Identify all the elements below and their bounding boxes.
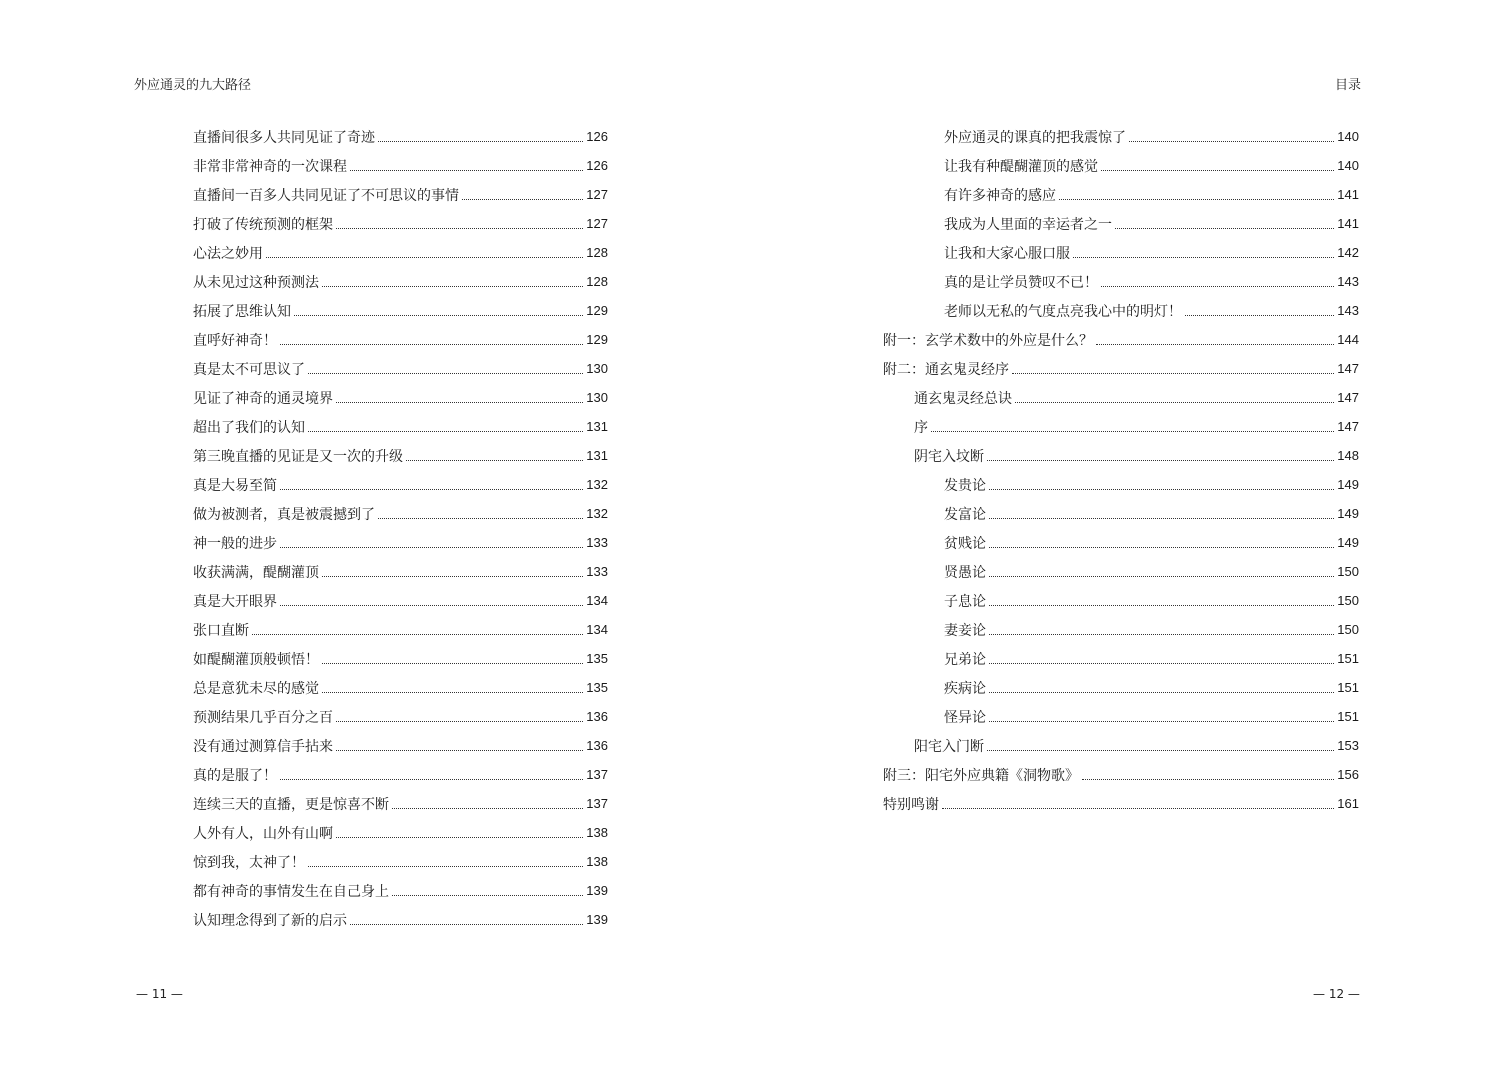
toc-entry[interactable] [193,151,608,180]
toc-entry-title: 直播间很多人共同见证了奇迹 [193,129,375,146]
toc-entry[interactable] [883,209,1359,238]
toc-entry-page-number: 141 [1337,187,1359,202]
toc-entry[interactable] [193,122,608,151]
toc-entry[interactable] [193,325,608,354]
toc-entry[interactable] [883,180,1359,209]
dot-leader [378,518,583,519]
dot-leader [406,460,583,461]
toc-entry-title: 总是意犹未尽的感觉 [193,680,319,697]
toc-entry-page-number: 127 [586,187,608,202]
dot-leader [1082,779,1334,780]
toc-entry[interactable] [193,586,608,615]
dot-leader [989,547,1334,548]
toc-entry-page-number: 150 [1337,564,1359,579]
toc-entry-page-number: 153 [1337,738,1359,753]
toc-entry-title: 惊到我，太神了！ [193,854,305,871]
toc-entry-title: 没有通过测算信手拈来 [193,738,333,755]
dot-leader [308,866,583,867]
dot-leader [336,228,583,229]
toc-entry-page-number: 129 [586,303,608,318]
dot-leader [989,489,1334,490]
toc-entry[interactable] [193,818,608,847]
toc-entry-page-number: 147 [1337,390,1359,405]
toc-entry[interactable] [883,702,1359,731]
toc-entry-page-number: 128 [586,274,608,289]
toc-entry[interactable] [193,905,608,934]
toc-entry-title: 超出了我们的认知 [193,419,305,436]
toc-entry-page-number: 151 [1337,680,1359,695]
toc-entry-title: 有许多神奇的感应 [944,187,1056,204]
dot-leader [1115,228,1334,229]
toc-entry[interactable] [193,470,608,499]
toc-entry[interactable] [883,760,1359,789]
toc-entry-title: 神一般的进步 [193,535,277,552]
dot-leader [280,605,583,606]
toc-entry-page-number: 138 [586,854,608,869]
dot-leader [336,837,583,838]
dot-leader [931,431,1334,432]
toc-entry-page-number: 138 [586,825,608,840]
dot-leader [1101,170,1334,171]
toc-entry-title: 打破了传统预测的框架 [193,216,333,233]
dot-leader [989,576,1334,577]
dot-leader [462,199,583,200]
dot-leader [336,750,583,751]
toc-entry-title: 真的是让学员赞叹不已！ [944,274,1098,291]
toc-entry-page-number: 134 [586,622,608,637]
toc-entry-page-number: 142 [1337,245,1359,260]
dot-leader [322,692,583,693]
toc-entry-page-number: 127 [586,216,608,231]
toc-entry[interactable] [193,702,608,731]
toc-entry[interactable] [193,847,608,876]
dot-leader [280,779,583,780]
toc-entry[interactable] [193,180,608,209]
toc-entry-title: 特别鸣谢 [883,796,939,813]
toc-entry-page-number: 150 [1337,622,1359,637]
toc-entry-page-number: 141 [1337,216,1359,231]
dot-leader [322,576,583,577]
toc-entry[interactable] [193,296,608,325]
dot-leader [392,895,583,896]
toc-entry-title: 预测结果几乎百分之百 [193,709,333,726]
toc-entry-page-number: 132 [586,477,608,492]
toc-entry-page-number: 139 [586,912,608,927]
toc-entry[interactable] [883,557,1359,586]
toc-entry-title: 子息论 [944,593,986,610]
toc-entry-title: 附二：通玄鬼灵经序 [883,361,1009,378]
toc-entry-title: 外应通灵的课真的把我震惊了 [944,129,1126,146]
toc-entry-page-number: 144 [1337,332,1359,347]
toc-entry-page-number: 137 [586,767,608,782]
toc-entry[interactable] [193,789,608,818]
toc-entry-title: 收获满满，醍醐灌顶 [193,564,319,581]
dot-leader [322,286,583,287]
toc-entry-page-number: 130 [586,390,608,405]
toc-entry-page-number: 143 [1337,274,1359,289]
dot-leader [308,373,583,374]
toc-entry[interactable] [883,383,1359,412]
toc-entry[interactable] [883,296,1359,325]
toc-entry-title: 第三晚直播的见证是又一次的升级 [193,448,403,465]
toc-entry-page-number: 139 [586,883,608,898]
toc-entry-title: 贫贱论 [944,535,986,552]
toc-entry[interactable] [193,441,608,470]
dot-leader [266,257,583,258]
toc-entry-title: 都有神奇的事情发生在自己身上 [193,883,389,900]
dot-leader [1185,315,1334,316]
dot-leader [392,808,583,809]
toc-entry-title: 让我有种醍醐灌顶的感觉 [944,158,1098,175]
toc-entry[interactable] [193,557,608,586]
dot-leader [350,924,583,925]
toc-entry[interactable] [193,731,608,760]
toc-entry-title: 妻妾论 [944,622,986,639]
toc-entry-page-number: 135 [586,651,608,666]
toc-entry[interactable] [193,876,608,905]
toc-entry-title: 序 [914,419,928,436]
toc-entry-title: 附一：玄学术数中的外应是什么？ [883,332,1093,349]
toc-entry-title: 直播间一百多人共同见证了不可思议的事情 [193,187,459,204]
toc-entry-page-number: 133 [586,564,608,579]
toc-entry-page-number: 149 [1337,535,1359,550]
toc-entry[interactable] [883,586,1359,615]
toc-entry-title: 真是太不可思议了 [193,361,305,378]
toc-entry-title: 连续三天的直播，更是惊喜不断 [193,796,389,813]
toc-entry-title: 心法之妙用 [193,245,263,262]
toc-entry[interactable] [883,267,1359,296]
dot-leader [989,518,1334,519]
dot-leader [308,431,583,432]
toc-entry[interactable] [193,499,608,528]
toc-entry-title: 张口直断 [193,622,249,639]
toc-entry-title: 发富论 [944,506,986,523]
toc-entry-title: 疾病论 [944,680,986,697]
toc-entry-page-number: 131 [586,419,608,434]
toc-entry[interactable] [193,209,608,238]
toc-entry-page-number: 134 [586,593,608,608]
toc-entry-title: 阳宅入门断 [914,738,984,755]
left-page-number: — 11 — [136,987,183,1001]
toc-entry-page-number: 156 [1337,767,1359,782]
toc-entry-page-number: 143 [1337,303,1359,318]
left-toc-list [193,122,608,934]
dot-leader [1073,257,1334,258]
toc-entry[interactable] [883,151,1359,180]
toc-entry-page-number: 132 [586,506,608,521]
toc-entry-title: 直呼好神奇！ [193,332,277,349]
dot-leader [989,692,1334,693]
dot-leader [987,460,1334,461]
toc-entry-page-number: 128 [586,245,608,260]
toc-entry-page-number: 136 [586,709,608,724]
dot-leader [280,489,583,490]
dot-leader [1012,373,1334,374]
toc-entry-title: 阴宅入坟断 [914,448,984,465]
toc-entry-title: 真是大易至简 [193,477,277,494]
dot-leader [280,344,583,345]
toc-entry[interactable] [883,238,1359,267]
toc-entry[interactable] [883,615,1359,644]
dot-leader [1059,199,1334,200]
toc-entry[interactable] [883,673,1359,702]
toc-entry-title: 认知理念得到了新的启示 [193,912,347,929]
toc-entry-title: 做为被测者，真是被震撼到了 [193,506,375,523]
toc-entry-page-number: 133 [586,535,608,550]
toc-entry[interactable] [883,731,1359,760]
toc-entry-title: 人外有人，山外有山啊 [193,825,333,842]
dot-leader [336,402,583,403]
dot-leader [280,547,583,548]
dot-leader [294,315,583,316]
toc-entry-title: 我成为人里面的幸运者之一 [944,216,1112,233]
dot-leader [252,634,583,635]
toc-entry-title: 发贵论 [944,477,986,494]
toc-entry-title: 拓展了思维认知 [193,303,291,320]
toc-entry-page-number: 136 [586,738,608,753]
toc-entry[interactable] [193,615,608,644]
toc-entry-page-number: 131 [586,448,608,463]
toc-entry[interactable] [883,789,1359,818]
toc-entry-title: 老师以无私的气度点亮我心中的明灯！ [944,303,1182,320]
dot-leader [336,721,583,722]
toc-entry[interactable] [883,441,1359,470]
toc-entry[interactable] [193,383,608,412]
dot-leader [942,808,1334,809]
toc-entry-page-number: 151 [1337,651,1359,666]
dot-leader [989,634,1334,635]
toc-entry-page-number: 135 [586,680,608,695]
toc-entry[interactable] [883,499,1359,528]
toc-entry-page-number: 137 [586,796,608,811]
dot-leader [989,663,1334,664]
toc-entry[interactable] [193,673,608,702]
dot-leader [1096,344,1334,345]
toc-entry-title: 怪异论 [944,709,986,726]
toc-entry[interactable] [883,470,1359,499]
toc-entry-page-number: 140 [1337,158,1359,173]
toc-entry-title: 从未见过这种预测法 [193,274,319,291]
toc-entry-title: 真是大开眼界 [193,593,277,610]
toc-entry-title: 非常非常神奇的一次课程 [193,158,347,175]
toc-entry[interactable] [193,760,608,789]
toc-entry-page-number: 129 [586,332,608,347]
toc-entry-page-number: 140 [1337,129,1359,144]
toc-entry-title: 兄弟论 [944,651,986,668]
toc-entry-page-number: 147 [1337,419,1359,434]
toc-entry[interactable] [883,412,1359,441]
toc-entry-page-number: 147 [1337,361,1359,376]
toc-entry-page-number: 126 [586,129,608,144]
toc-entry[interactable] [193,528,608,557]
toc-entry-title: 贤愚论 [944,564,986,581]
toc-entry-page-number: 148 [1337,448,1359,463]
toc-entry-title: 见证了神奇的通灵境界 [193,390,333,407]
toc-entry-page-number: 126 [586,158,608,173]
toc-entry-title: 如醍醐灌顶般顿悟！ [193,651,319,668]
toc-entry-page-number: 149 [1337,506,1359,521]
toc-entry[interactable] [883,325,1359,354]
right-toc-list [883,122,1359,818]
toc-entry-page-number: 161 [1337,796,1359,811]
toc-entry[interactable] [883,122,1359,151]
toc-entry[interactable] [883,528,1359,557]
toc-entry-page-number: 151 [1337,709,1359,724]
dot-leader [1129,141,1334,142]
right-page-header: 目录 [1335,78,1362,93]
dot-leader [989,721,1334,722]
dot-leader [350,170,583,171]
left-page-header: 外应通灵的九大路径 [134,78,252,93]
toc-entry-title: 附三：阳宅外应典籍《洞物歌》 [883,767,1079,784]
toc-entry-title: 真的是服了！ [193,767,277,784]
toc-entry-title: 让我和大家心服口服 [944,245,1070,262]
toc-entry-title: 通玄鬼灵经总诀 [914,390,1012,407]
dot-leader [378,141,583,142]
dot-leader [989,605,1334,606]
toc-entry[interactable] [193,644,608,673]
dot-leader [1101,286,1334,287]
dot-leader [1015,402,1334,403]
toc-entry[interactable] [883,644,1359,673]
toc-entry[interactable] [193,412,608,441]
right-page-number: — 12 — [1313,987,1360,1001]
toc-entry[interactable] [193,354,608,383]
toc-entry-page-number: 149 [1337,477,1359,492]
toc-entry[interactable] [883,354,1359,383]
toc-entry-page-number: 130 [586,361,608,376]
toc-entry[interactable] [193,238,608,267]
toc-entry[interactable] [193,267,608,296]
dot-leader [322,663,583,664]
toc-entry-page-number: 150 [1337,593,1359,608]
dot-leader [987,750,1334,751]
